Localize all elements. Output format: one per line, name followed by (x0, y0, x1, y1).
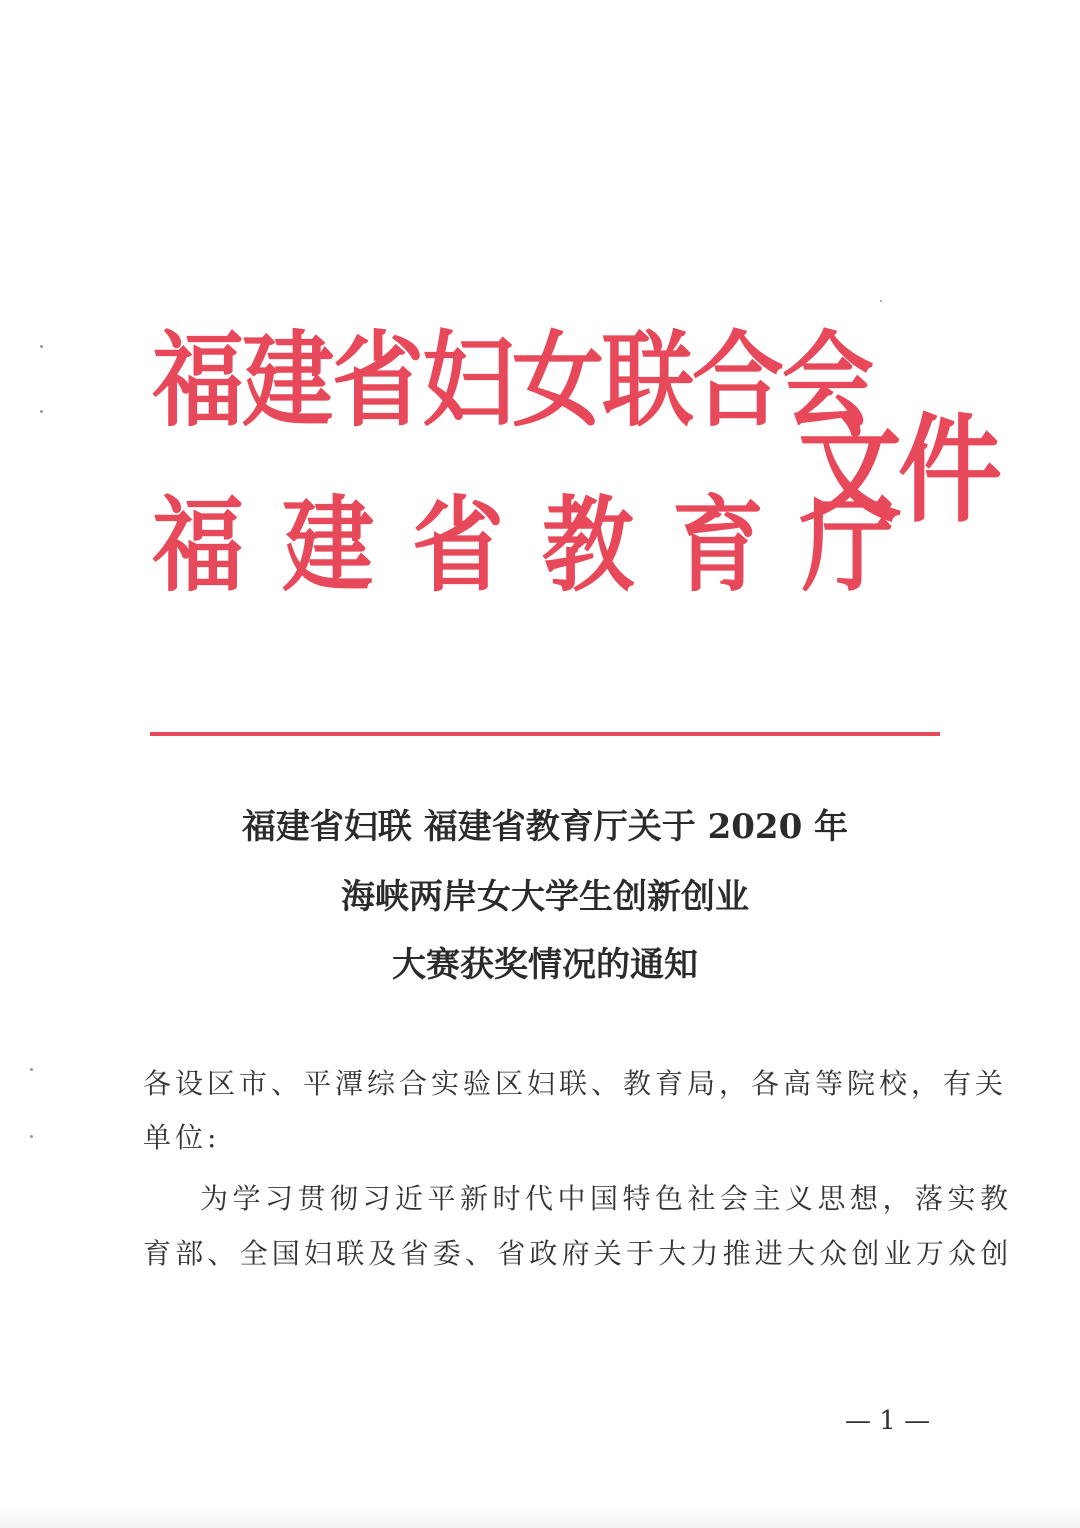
addressee-line-1: 各设区市、平潭综合实验区妇联、教育局，各高等院校，有关 (143, 1067, 1008, 1100)
page-number: — 1 — (845, 1406, 931, 1436)
title-line-3: 大赛获奖情况的通知 (392, 945, 698, 985)
addressee-line-2: 单位: (143, 1121, 221, 1154)
paragraph-line-2: 育部、全国妇联及省委、省政府关于大力推进大众创业万众创 (143, 1237, 1013, 1270)
paragraph-line-1: 为学习贯彻习近平新时代中国特色社会主义思想，落实教 (200, 1182, 1013, 1215)
scan-dot (30, 1135, 33, 1138)
title-line-1: 福建省妇联 福建省教育厅关于 2020 年 (241, 807, 849, 847)
issuer-line-1: 福建省妇女联合会 (152, 321, 873, 441)
scan-bottom-edge (0, 1505, 1080, 1528)
document-type-label: 文件 (798, 401, 999, 539)
title-line-2: 海峡两岸女大学生创新创业 (341, 877, 749, 917)
scan-dot (40, 345, 43, 348)
scan-dot (30, 1068, 33, 1071)
scan-dot (40, 410, 43, 413)
issuer-line-2: 福建省教育厅 (152, 486, 933, 606)
scan-dot (880, 300, 882, 302)
red-separator-line (150, 732, 940, 736)
